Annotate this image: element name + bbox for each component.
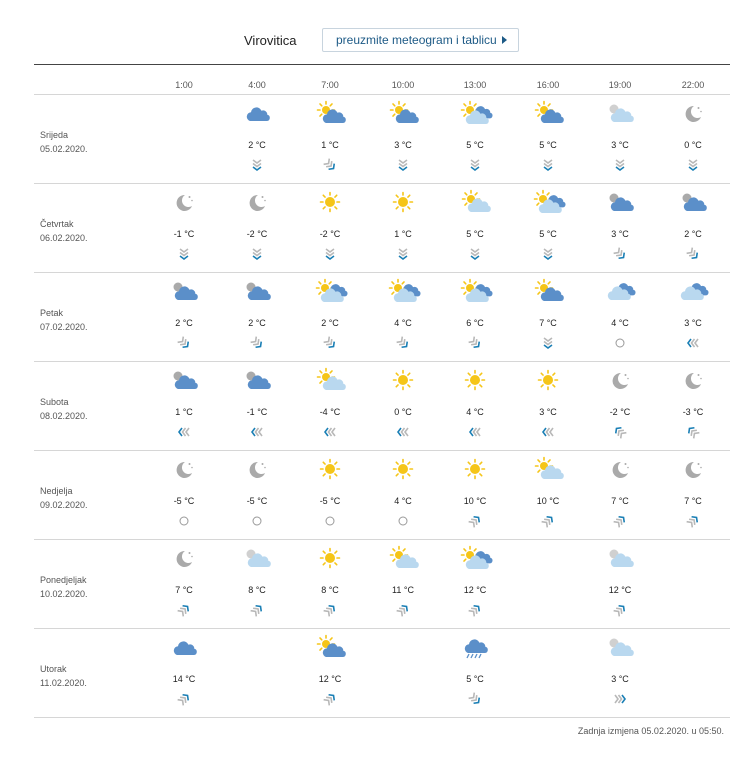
day-row [0, 184, 756, 272]
sun-cloud-icon [536, 103, 560, 123]
temperature: 4 °C [394, 496, 412, 506]
sun-icon [318, 459, 342, 479]
wind-north-icon [542, 337, 554, 349]
forecast-cell [373, 540, 433, 628]
forecast-cell [590, 451, 650, 539]
moon-icon [681, 370, 705, 390]
temperature: 0 °C [394, 407, 412, 417]
wind-north-icon [469, 159, 481, 171]
temperature: 14 °C [172, 674, 196, 684]
wind-northeast-icon [324, 337, 336, 349]
wind-southwest-icon [542, 515, 554, 527]
wind-southwest-icon [469, 604, 481, 616]
wind-west-icon [178, 426, 190, 438]
day-date: 07.02.2020. [40, 322, 88, 332]
temperature: -1 °C [246, 407, 268, 417]
forecast-cell [518, 451, 578, 539]
table-top-divider [34, 64, 730, 65]
caret-right-icon [502, 36, 507, 44]
moon-icon [681, 103, 705, 123]
temperature: 7 °C [611, 496, 629, 506]
forecast-cell [445, 184, 505, 272]
day-row [0, 451, 756, 539]
cloud-light-icon [608, 103, 632, 123]
wind-southwest-icon [251, 604, 263, 616]
temperature: 2 °C [248, 140, 266, 150]
moon-icon [608, 459, 632, 479]
forecast-cell [227, 362, 287, 450]
day-label [40, 662, 87, 690]
temperature: 4 °C [394, 318, 412, 328]
wind-northeast-icon [324, 159, 336, 171]
temperature: -2 °C [246, 229, 268, 239]
moon-icon [681, 459, 705, 479]
day-name: Utorak [40, 664, 67, 674]
day-name: Srijeda [40, 130, 69, 140]
moon-icon [245, 459, 269, 479]
wind-west-icon [542, 426, 554, 438]
temperature: 7 °C [684, 496, 702, 506]
wind-southwest-icon [614, 604, 626, 616]
calm-icon [251, 515, 263, 527]
wind-southwest-icon [178, 604, 190, 616]
day-name: Nedjelja [40, 486, 73, 496]
forecast-cell [590, 273, 650, 361]
wind-northeast-icon [614, 248, 626, 260]
temperature: 8 °C [248, 585, 266, 595]
sun-cloud-light-icon [463, 192, 487, 212]
forecast-cell [445, 362, 505, 450]
hour-label: 10:00 [391, 80, 415, 90]
forecast-cell [227, 540, 287, 628]
temperature: 0 °C [684, 140, 702, 150]
cloud-grey-icon [681, 192, 705, 212]
wind-southwest-icon [178, 693, 190, 705]
sun-icon [318, 548, 342, 568]
temperature: 5 °C [539, 140, 557, 150]
wind-west-icon [397, 426, 409, 438]
forecast-cell [300, 95, 360, 183]
cloud-icon [245, 103, 269, 123]
forecast-cell [154, 451, 214, 539]
sun-clouds-icon [463, 281, 487, 301]
forecast-cell [518, 184, 578, 272]
forecast-cell [300, 540, 360, 628]
day-name: Subota [40, 397, 69, 407]
sun-cloud-light-icon [318, 370, 342, 390]
day-date: 10.02.2020. [40, 589, 88, 599]
forecast-cell [518, 362, 578, 450]
wind-southwest-icon [324, 604, 336, 616]
temperature: 12 °C [463, 585, 487, 595]
sun-clouds-icon [463, 548, 487, 568]
calm-icon [614, 337, 626, 349]
wind-north-icon [687, 159, 699, 171]
temperature: 10 °C [463, 496, 487, 506]
calm-icon [178, 515, 190, 527]
temperature: -2 °C [319, 229, 341, 239]
forecast-cell [590, 540, 650, 628]
forecast-cell [154, 362, 214, 450]
hour-header [0, 80, 756, 94]
forecast-cell [300, 184, 360, 272]
sun-icon [463, 370, 487, 390]
temperature: 3 °C [611, 140, 629, 150]
wind-north-icon [397, 248, 409, 260]
forecast-cell [445, 95, 505, 183]
cloud-light-icon [608, 548, 632, 568]
forecast-cell [663, 95, 723, 183]
forecast-cell [663, 451, 723, 539]
day-date: 09.02.2020. [40, 500, 88, 510]
temperature: -5 °C [173, 496, 195, 506]
forecast-cell [590, 362, 650, 450]
temperature: -1 °C [173, 229, 195, 239]
temperature: 10 °C [536, 496, 560, 506]
temperature: -5 °C [319, 496, 341, 506]
temperature: 3 °C [611, 229, 629, 239]
sun-clouds-icon [391, 281, 415, 301]
temperature: 2 °C [175, 318, 193, 328]
forecast-cell [154, 273, 214, 361]
day-name: Petak [40, 308, 64, 318]
forecast-cell [300, 451, 360, 539]
temperature: 5 °C [539, 229, 557, 239]
temperature: 2 °C [321, 318, 339, 328]
sun-clouds-icon [536, 192, 560, 212]
sun-clouds-icon [318, 281, 342, 301]
cloud-icon [172, 637, 196, 657]
temperature: 2 °C [248, 318, 266, 328]
wind-northeast-icon [469, 337, 481, 349]
cloud-grey-icon [245, 370, 269, 390]
wind-north-icon [614, 159, 626, 171]
hour-label: 1:00 [175, 80, 193, 90]
forecast-cell [445, 451, 505, 539]
temperature: 5 °C [466, 140, 484, 150]
forecast-cell [518, 273, 578, 361]
cloud-light-icon [245, 548, 269, 568]
temperature: 4 °C [611, 318, 629, 328]
day-row [0, 362, 756, 450]
day-label [40, 395, 88, 423]
forecast-cell [590, 95, 650, 183]
sun-clouds-icon [463, 103, 487, 123]
wind-southwest-icon [687, 515, 699, 527]
day-date: 11.02.2020. [40, 678, 87, 688]
temperature: -2 °C [609, 407, 631, 417]
forecast-cell [300, 362, 360, 450]
forecast-cell [445, 540, 505, 628]
forecast-cell [227, 451, 287, 539]
day-label [40, 484, 88, 512]
moon-icon [608, 370, 632, 390]
temperature: 8 °C [321, 585, 339, 595]
sun-icon [318, 192, 342, 212]
sun-cloud-icon [318, 637, 342, 657]
moon-icon [245, 192, 269, 212]
wind-northeast-icon [469, 693, 481, 705]
sun-cloud-light-icon [536, 459, 560, 479]
city-name: Virovitica [244, 33, 297, 48]
clouds-light-icon [681, 281, 705, 301]
day-date: 05.02.2020. [40, 144, 88, 154]
temperature: 3 °C [539, 407, 557, 417]
cloud-grey-icon [172, 370, 196, 390]
forecast-cell [154, 629, 214, 717]
wind-northeast-icon [251, 337, 263, 349]
day-row [0, 540, 756, 628]
day-date: 08.02.2020. [40, 411, 88, 421]
wind-northwest-icon [614, 426, 626, 438]
wind-west-icon [251, 426, 263, 438]
temperature: 12 °C [608, 585, 632, 595]
forecast-cell [227, 95, 287, 183]
download-meteogram-button[interactable] [322, 28, 519, 52]
sun-cloud-icon [391, 103, 415, 123]
sun-cloud-icon [536, 281, 560, 301]
temperature: 3 °C [394, 140, 412, 150]
forecast-cell [663, 273, 723, 361]
forecast-cell [445, 273, 505, 361]
temperature: 1 °C [394, 229, 412, 239]
day-row [0, 629, 756, 717]
temperature: 1 °C [321, 140, 339, 150]
forecast-cell [590, 184, 650, 272]
forecast-cell [154, 540, 214, 628]
hour-label: 16:00 [536, 80, 560, 90]
temperature: 3 °C [684, 318, 702, 328]
day-label [40, 217, 88, 245]
forecast-cell [300, 629, 360, 717]
cloud-light-icon [608, 637, 632, 657]
row-divider [34, 717, 730, 718]
temperature: 3 °C [611, 674, 629, 684]
day-row [0, 273, 756, 361]
wind-north-icon [251, 248, 263, 260]
sun-icon [391, 370, 415, 390]
temperature: 12 °C [318, 674, 342, 684]
wind-northwest-icon [687, 426, 699, 438]
forecast-cell [300, 273, 360, 361]
temperature: 1 °C [175, 407, 193, 417]
forecast-cell [663, 362, 723, 450]
moon-icon [172, 548, 196, 568]
moon-icon [172, 459, 196, 479]
temperature: 6 °C [466, 318, 484, 328]
cloud-grey-icon [172, 281, 196, 301]
forecast-cell [154, 184, 214, 272]
forecast-cell [373, 95, 433, 183]
wind-north-icon [178, 248, 190, 260]
wind-southwest-icon [324, 693, 336, 705]
cloud-rain-icon [463, 637, 487, 657]
temperature: -4 °C [319, 407, 341, 417]
wind-west-icon [324, 426, 336, 438]
forecast-cell [373, 451, 433, 539]
header-bar [0, 28, 756, 54]
wind-southwest-icon [614, 515, 626, 527]
hour-label: 13:00 [463, 80, 487, 90]
hour-label: 22:00 [681, 80, 705, 90]
temperature: 5 °C [466, 674, 484, 684]
calm-icon [324, 515, 336, 527]
day-name: Četvrtak [40, 219, 74, 229]
wind-northeast-icon [178, 337, 190, 349]
day-row [0, 95, 756, 183]
cloud-grey-icon [608, 192, 632, 212]
temperature: 7 °C [539, 318, 557, 328]
day-label [40, 306, 88, 334]
hour-label: 19:00 [608, 80, 632, 90]
calm-icon [397, 515, 409, 527]
hour-label: 7:00 [321, 80, 339, 90]
temperature: 11 °C [392, 585, 414, 595]
sun-icon [463, 459, 487, 479]
temperature: -3 °C [682, 407, 704, 417]
forecast-cell [227, 273, 287, 361]
moon-icon [172, 192, 196, 212]
forecast-cell [373, 184, 433, 272]
wind-west-icon [469, 426, 481, 438]
day-label [40, 573, 88, 601]
forecast-cell [663, 184, 723, 272]
forecast-cell [445, 629, 505, 717]
temperature: 2 °C [684, 229, 702, 239]
sun-cloud-icon [318, 103, 342, 123]
wind-northeast-icon [687, 248, 699, 260]
forecast-cell [590, 629, 650, 717]
forecast-cell [373, 362, 433, 450]
wind-west-icon [687, 337, 699, 349]
sun-icon [391, 459, 415, 479]
forecast-cell [227, 184, 287, 272]
temperature: -5 °C [246, 496, 268, 506]
day-name: Ponedjeljak [40, 575, 87, 585]
forecast-cell [373, 273, 433, 361]
temperature: 7 °C [175, 585, 193, 595]
day-date: 06.02.2020. [40, 233, 88, 243]
wind-north-icon [397, 159, 409, 171]
wind-southwest-icon [397, 604, 409, 616]
forecast-cell [518, 95, 578, 183]
wind-north-icon [469, 248, 481, 260]
wind-north-icon [542, 159, 554, 171]
wind-north-icon [542, 248, 554, 260]
wind-north-icon [251, 159, 263, 171]
clouds-light-icon [608, 281, 632, 301]
temperature: 5 °C [466, 229, 484, 239]
wind-east-icon [614, 693, 626, 705]
sun-icon [536, 370, 560, 390]
wind-southwest-icon [469, 515, 481, 527]
sun-icon [391, 192, 415, 212]
temperature: 4 °C [466, 407, 484, 417]
download-label: preuzmite meteogram i tablicu [336, 33, 497, 47]
day-label [40, 128, 88, 156]
wind-north-icon [324, 248, 336, 260]
wind-northeast-icon [397, 337, 409, 349]
hour-label: 4:00 [248, 80, 266, 90]
last-updated: Zadnja izmjena 05.02.2020. u 05:50. [577, 726, 724, 736]
cloud-grey-icon [245, 281, 269, 301]
sun-cloud-light-icon [391, 548, 415, 568]
